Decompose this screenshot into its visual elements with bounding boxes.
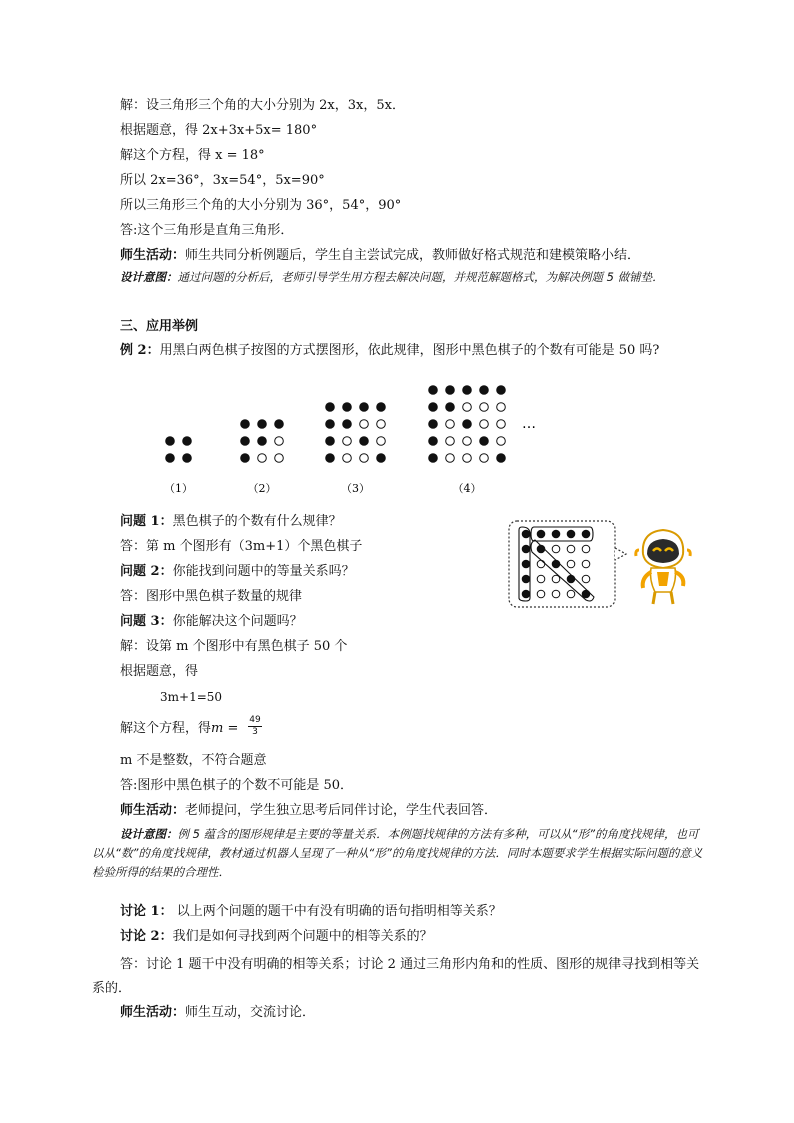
question-1-label: 问题 1： [120, 514, 173, 529]
solve-line [120, 720, 238, 738]
card-black-stone [552, 560, 560, 568]
activity-2-label: 师生活动： [120, 803, 186, 818]
solution2-line-2: 根据题意，得 [120, 664, 199, 679]
solve-prefix: 解这个方程，得 [120, 721, 212, 736]
card-white-stone [552, 545, 560, 553]
fraction-numerator: 49 [249, 715, 261, 725]
question-2 [120, 563, 355, 581]
solution-line-4: 所以 2x=36°，3x=54°，5x=90° [120, 173, 325, 188]
white-stone [377, 420, 386, 429]
white-stone [258, 454, 267, 463]
answer-1: 答：第 m 个图形有（3m+1）个黑色棋子 [120, 539, 363, 554]
question-3-text: 你能解决这个问题吗？ [172, 614, 303, 629]
black-stone [343, 403, 352, 412]
black-stone [166, 454, 175, 463]
solution2-equation: 3m+1=50 [160, 690, 223, 704]
discussion-2-label: 讨论 2： [120, 929, 173, 944]
black-stone [377, 454, 386, 463]
stone-pattern-figure [150, 370, 570, 505]
card-white-stone [567, 560, 575, 568]
white-stone [275, 454, 284, 463]
card-white-stone [582, 545, 590, 553]
question-2-text: 你能找到问题中的等量关系吗？ [172, 564, 355, 579]
design-intent-2 [92, 825, 704, 882]
card-black-stone [522, 560, 530, 568]
robot-icon [636, 530, 690, 604]
answer-final: 答:图形中黑色棋子的个数不可能是 50． [120, 778, 354, 793]
card-black-stone [552, 530, 560, 538]
white-stone [497, 403, 506, 412]
pattern-caption-2: （2） [247, 482, 277, 495]
black-stone [258, 437, 267, 446]
black-stone [343, 420, 352, 429]
discussion-1-label: 讨论 1： [120, 904, 173, 919]
section-heading: 三、应用举例 [120, 319, 199, 334]
pattern-caption-1: （1） [164, 482, 193, 495]
pattern-caption-4: （4） [452, 482, 482, 495]
solve-variable: m = [211, 721, 239, 736]
question-1-text: 黑色棋子的个数有什么规律？ [172, 514, 342, 529]
design-intent-2-text: 例 5 蕴含的图形规律是主要的等量关系．本例题找规律的方法有多种，可以从“形”的角度找规律，也可以从“数”的角度找规律，教材通过机器人呈现了一种从“形”的角度找规律的方法．同时本题要求学生根据实际问题的意义检验所得的结果的合理性． [92, 827, 703, 879]
black-stone [446, 386, 455, 395]
solution2-line-1: 解：设第 m 个图形中有黑色棋子 50 个 [120, 639, 348, 654]
black-stone [326, 403, 335, 412]
activity-2-text: 老师提问，学生独立思考后同伴讨论，学生代表回答． [185, 803, 498, 818]
black-stone [241, 454, 250, 463]
black-stone [480, 386, 489, 395]
black-stone [360, 403, 369, 412]
black-stone [326, 420, 335, 429]
robot-hint-card [508, 520, 708, 610]
black-stone [429, 420, 438, 429]
black-stone [258, 420, 267, 429]
black-stone [241, 437, 250, 446]
pattern-2 [241, 420, 284, 463]
white-stone [360, 454, 369, 463]
pattern-4 [429, 386, 506, 463]
card-black-stone [567, 575, 575, 583]
activity-1-label: 师生活动： [120, 248, 186, 263]
black-stone [183, 437, 192, 446]
white-stone [463, 437, 472, 446]
black-stone [166, 437, 175, 446]
pattern-1 [166, 437, 192, 463]
question-3 [120, 613, 303, 631]
card-white-stone [582, 560, 590, 568]
black-stone [429, 403, 438, 412]
activity-3-label: 师生活动： [120, 1005, 186, 1020]
discussion-answer: 答：讨论 1 题干中没有明确的相等关系；讨论 2 通过三角形内角和的性质、图形的规律寻找到相等关系的． [92, 957, 700, 996]
activity-3 [120, 1004, 315, 1022]
black-stone [429, 386, 438, 395]
black-stone [183, 454, 192, 463]
white-stone [446, 420, 455, 429]
white-stone [446, 454, 455, 463]
activity-1-text: 师生共同分析例题后，学生自主尝试完成，教师做好格式规范和建模策略小结． [185, 248, 641, 263]
black-stone [377, 403, 386, 412]
card-white-stone [537, 575, 545, 583]
discussion-2-text: 我们是如何寻找到两个问题中的相等关系的？ [172, 929, 433, 944]
question-2-label: 问题 2： [120, 564, 173, 579]
white-stone [343, 454, 352, 463]
black-stone [463, 386, 472, 395]
black-stone [326, 454, 335, 463]
black-stone [446, 403, 455, 412]
discussion-2 [120, 928, 433, 946]
white-stone [360, 420, 369, 429]
fraction [248, 715, 262, 738]
answer-2: 答：图形中黑色棋子数量的规律 [120, 589, 303, 604]
white-stone [480, 403, 489, 412]
example-2 [120, 342, 659, 360]
solution-line-6: 答:这个三角形是直角三角形． [120, 223, 294, 238]
example-2-label: 例 2： [120, 343, 160, 358]
design-intent-1-text: 通过问题的分析后，老师引导学生用方程去解决问题，并规范解题格式，为解决例题 5 做铺垫． [177, 270, 664, 284]
card-white-stone [552, 590, 560, 598]
card-black-stone [522, 590, 530, 598]
question-1 [120, 513, 342, 531]
card-white-stone [582, 575, 590, 583]
black-stone [480, 437, 489, 446]
design-intent-1 [92, 268, 702, 287]
pattern-ellipsis: … [522, 416, 536, 432]
question-3-label: 问题 3： [120, 614, 173, 629]
card-white-stone [537, 560, 545, 568]
card-pointer [615, 548, 626, 560]
white-stone [497, 420, 506, 429]
white-stone [377, 437, 386, 446]
white-stone [446, 437, 455, 446]
white-stone [480, 420, 489, 429]
solution-line-5: 所以三角形三个角的大小分别为 36°，54°，90° [120, 198, 402, 213]
white-stone [480, 454, 489, 463]
card-black-stone [522, 530, 530, 538]
discussion-1 [120, 903, 502, 921]
card-white-stone [567, 545, 575, 553]
card-black-stone [582, 530, 590, 538]
activity-3-text: 师生互动，交流讨论． [185, 1005, 316, 1020]
black-stone [429, 454, 438, 463]
pattern-3 [326, 403, 386, 463]
black-stone [429, 437, 438, 446]
fraction-denominator: 3 [252, 727, 258, 737]
pattern-caption-3: （3） [341, 482, 370, 495]
card-black-stone [567, 530, 575, 538]
design-intent-1-label: 设计意图： [120, 270, 178, 284]
card-black-stone [522, 575, 530, 583]
black-stone [497, 454, 506, 463]
black-stone [326, 437, 335, 446]
card-white-stone [537, 590, 545, 598]
card-black-stone [537, 530, 545, 538]
white-stone [463, 454, 472, 463]
discussion-1-text: 以上两个问题的题干中有没有明确的语句指明相等关系？ [172, 904, 502, 919]
example-2-text: 用黑白两色棋子按图的方式摆图形，依此规律，图形中黑色棋子的个数有可能是 50 吗? [159, 343, 660, 358]
black-stone [360, 437, 369, 446]
black-stone [241, 420, 250, 429]
not-integer-line: m 不是整数，不符合题意 [120, 753, 267, 768]
card-black-stone [522, 545, 530, 553]
black-stone [463, 420, 472, 429]
white-stone [497, 437, 506, 446]
solution-line-3: 解这个方程，得 x = 18° [120, 148, 265, 163]
solution-line-2: 根据题意，得 2x+3x+5x= 180° [120, 123, 318, 138]
white-stone [463, 403, 472, 412]
black-stone [497, 386, 506, 395]
activity-1 [120, 247, 640, 265]
solution-line-1: 解：设三角形三个角的大小分别为 2x，3x，5x． [120, 98, 405, 113]
activity-2 [120, 802, 497, 820]
white-stone [343, 437, 352, 446]
black-stone [275, 420, 284, 429]
white-stone [275, 437, 284, 446]
card-white-stone [567, 590, 575, 598]
design-intent-2-label: 设计意图： [120, 827, 178, 841]
